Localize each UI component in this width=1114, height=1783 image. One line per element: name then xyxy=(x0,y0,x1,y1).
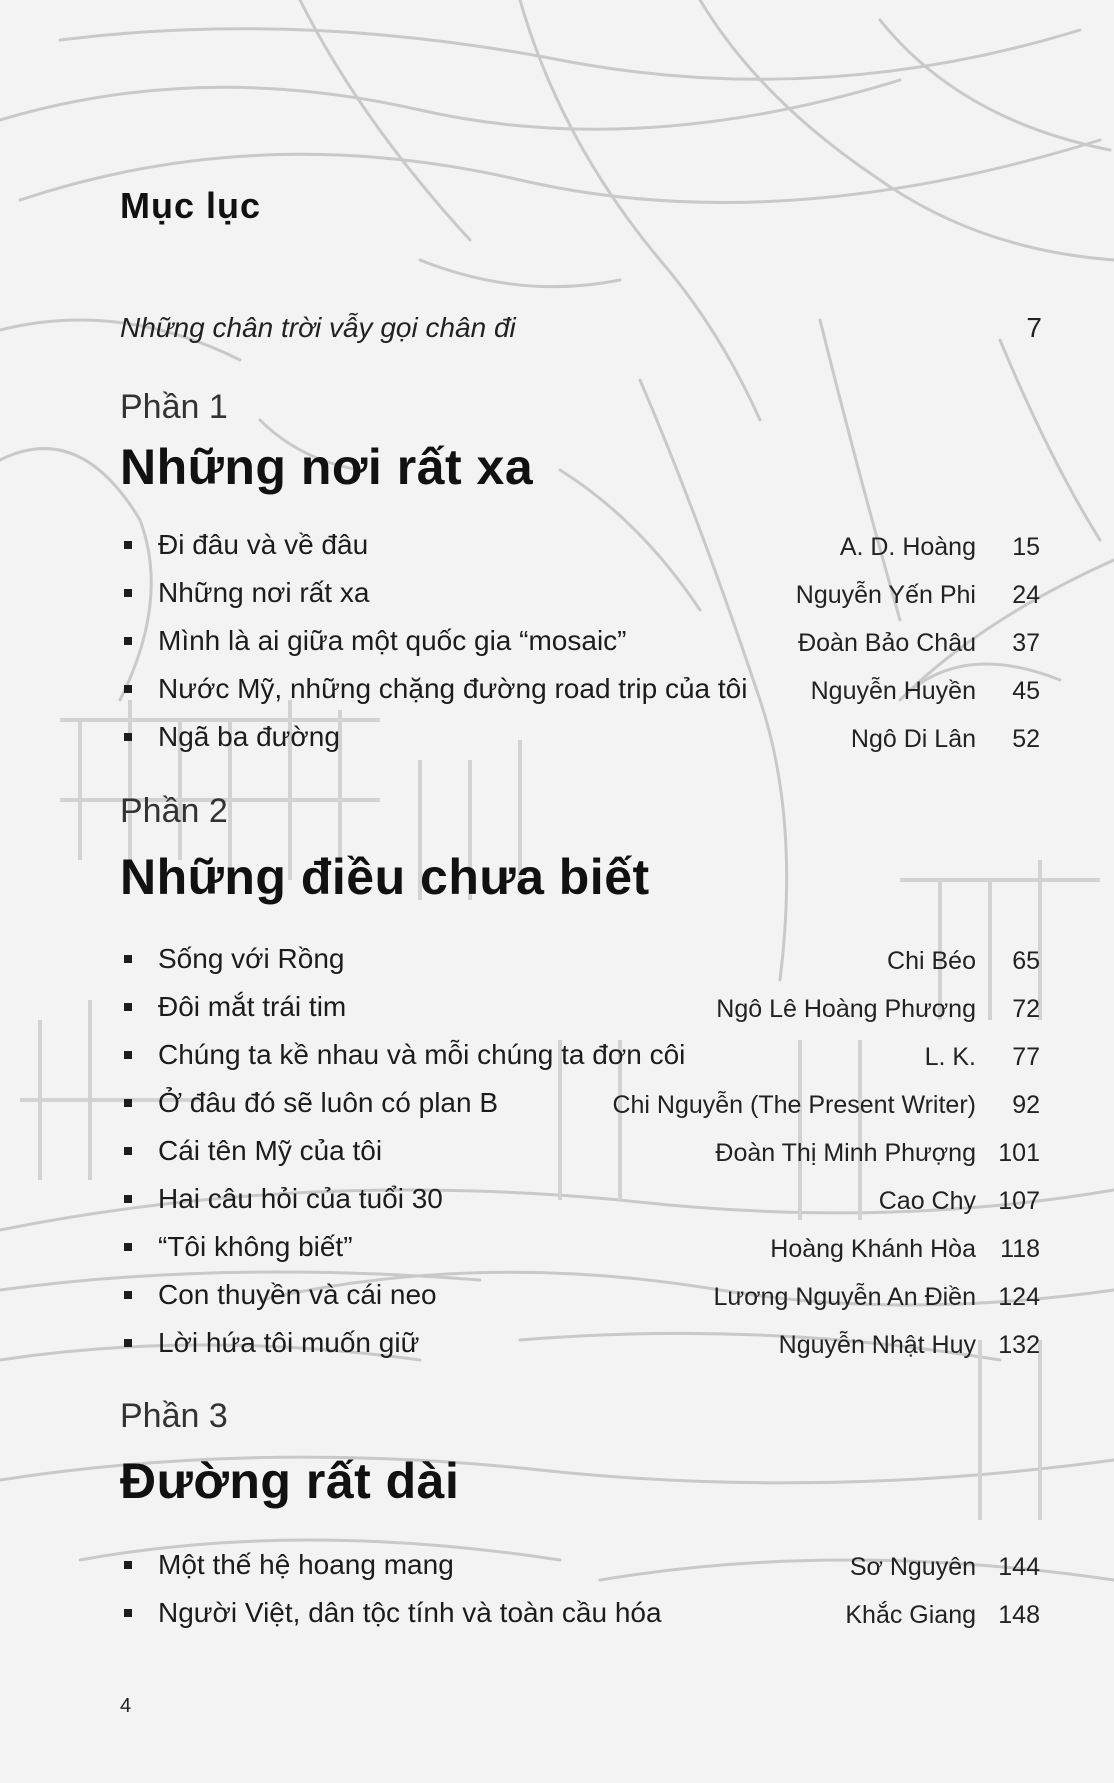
bullet-icon xyxy=(124,1291,132,1299)
bullet-icon xyxy=(124,1243,132,1251)
entry-title: Ngã ba đường xyxy=(158,721,340,752)
toc-entry[interactable] xyxy=(120,1589,1042,1637)
bullet-icon xyxy=(124,541,132,549)
bullet-icon xyxy=(124,1051,132,1059)
entry-page: 65 xyxy=(1012,947,1040,975)
entry-page: 92 xyxy=(1012,1091,1040,1119)
bullet-icon xyxy=(124,1339,132,1347)
bullet-icon xyxy=(124,589,132,597)
entry-title: Những nơi rất xa xyxy=(158,577,370,608)
entry-author: Sơ Nguyên xyxy=(849,1553,976,1581)
foreword-entry[interactable] xyxy=(120,312,1042,344)
entry-page: 148 xyxy=(998,1601,1040,1629)
entry-author: Ngô Di Lân xyxy=(850,725,976,753)
part-1-title: Những nơi rất xa xyxy=(120,439,534,495)
entry-author: Nguyễn Huyền xyxy=(810,677,976,705)
entry-page: 101 xyxy=(998,1139,1040,1167)
entry-title: Đôi mắt trái tim xyxy=(158,991,347,1022)
entry-page: 132 xyxy=(998,1331,1040,1359)
bullet-icon xyxy=(124,733,132,741)
part-2-title: Những điều chưa biết xyxy=(120,849,650,905)
entry-author: Đoàn Bảo Châu xyxy=(798,629,976,657)
toc-heading: Mục lục xyxy=(120,185,262,226)
entry-author: Nguyễn Nhật Huy xyxy=(778,1331,976,1359)
entry-title: Ở đâu đó sẽ luôn có plan B xyxy=(158,1087,499,1118)
entry-page: 144 xyxy=(998,1553,1040,1581)
bullet-icon xyxy=(124,637,132,645)
part-2-label: Phần 2 xyxy=(120,792,228,830)
part-3-title: Đường rất dài xyxy=(120,1453,460,1509)
entry-title: Chúng ta kề nhau và mỗi chúng ta đơn côi xyxy=(158,1039,686,1070)
bullet-icon xyxy=(124,1609,132,1617)
entry-page: 77 xyxy=(1012,1043,1040,1071)
part-1-list xyxy=(120,521,1042,761)
foreword-title: Những chân trời vẫy gọi chân đi xyxy=(120,312,516,343)
entry-author: Ngô Lê Hoàng Phương xyxy=(716,995,976,1023)
toc-entry[interactable] xyxy=(120,665,1042,713)
toc-entry[interactable] xyxy=(120,1223,1042,1271)
bullet-icon xyxy=(124,1099,132,1107)
bullet-icon xyxy=(124,1195,132,1203)
entry-author: Chi Béo xyxy=(887,947,976,975)
entry-page: 15 xyxy=(1012,533,1040,561)
entry-title: Một thế hệ hoang mang xyxy=(158,1549,454,1580)
entry-author: Đoàn Thị Minh Phượng xyxy=(715,1139,976,1167)
toc-entry[interactable] xyxy=(120,1031,1042,1079)
toc-entry[interactable] xyxy=(120,935,1042,983)
toc-entry[interactable] xyxy=(120,1175,1042,1223)
entry-title: Cái tên Mỹ của tôi xyxy=(158,1135,383,1166)
entry-title: Con thuyền và cái neo xyxy=(158,1279,437,1310)
bullet-icon xyxy=(124,1147,132,1155)
entry-page: 107 xyxy=(998,1187,1040,1215)
entry-page: 24 xyxy=(1012,581,1040,609)
bullet-icon xyxy=(124,1003,132,1011)
toc-entry[interactable] xyxy=(120,569,1042,617)
entry-page: 45 xyxy=(1012,677,1040,705)
entry-title: Người Việt, dân tộc tính và toàn cầu hóa xyxy=(158,1597,662,1628)
toc-entry[interactable] xyxy=(120,1541,1042,1589)
bullet-icon xyxy=(124,685,132,693)
entry-author: Chi Nguyễn (The Present Writer) xyxy=(612,1091,976,1119)
toc-entry[interactable] xyxy=(120,617,1042,665)
page-number: 4 xyxy=(120,1695,132,1717)
entry-page: 37 xyxy=(1012,629,1040,657)
entry-author: Cao Chy xyxy=(878,1187,976,1215)
toc-entry[interactable] xyxy=(120,1271,1042,1319)
bullet-icon xyxy=(124,1561,132,1569)
toc-entry[interactable] xyxy=(120,1127,1042,1175)
part-3-list xyxy=(120,1541,1042,1637)
entry-title: “Tôi không biết” xyxy=(158,1231,353,1262)
entry-page: 124 xyxy=(998,1283,1040,1311)
part-3-label: Phần 3 xyxy=(120,1397,228,1435)
entry-author: Khắc Giang xyxy=(845,1601,976,1629)
part-1-label: Phần 1 xyxy=(120,388,228,426)
toc-entry[interactable] xyxy=(120,983,1042,1031)
entry-author: A. D. Hoàng xyxy=(839,533,976,561)
entry-page: 72 xyxy=(1012,995,1040,1023)
entry-title: Mình là ai giữa một quốc gia “mosaic” xyxy=(158,625,627,656)
entry-author: Lương Nguyễn An Điền xyxy=(713,1283,976,1311)
bullet-icon xyxy=(124,955,132,963)
entry-title: Đi đâu và về đâu xyxy=(158,529,369,560)
entry-page: 52 xyxy=(1012,725,1040,753)
toc-entry[interactable] xyxy=(120,521,1042,569)
toc-entry[interactable] xyxy=(120,1079,1042,1127)
toc-entry[interactable] xyxy=(120,1319,1042,1367)
entry-title: Sống với Rồng xyxy=(158,943,345,974)
part-2-list xyxy=(120,935,1042,1367)
entry-title: Lời hứa tôi muốn giữ xyxy=(158,1327,420,1358)
entry-title: Nước Mỹ, những chặng đường road trip của tôi xyxy=(158,673,748,704)
entry-author: Nguyễn Yến Phi xyxy=(795,581,976,609)
toc-entry[interactable] xyxy=(120,713,1042,761)
entry-author: L. K. xyxy=(924,1043,976,1071)
entry-title: Hai câu hỏi của tuổi 30 xyxy=(158,1183,443,1214)
entry-author: Hoàng Khánh Hòa xyxy=(770,1235,976,1263)
foreword-page-number: 7 xyxy=(1026,312,1042,343)
entry-page: 118 xyxy=(1000,1235,1040,1263)
